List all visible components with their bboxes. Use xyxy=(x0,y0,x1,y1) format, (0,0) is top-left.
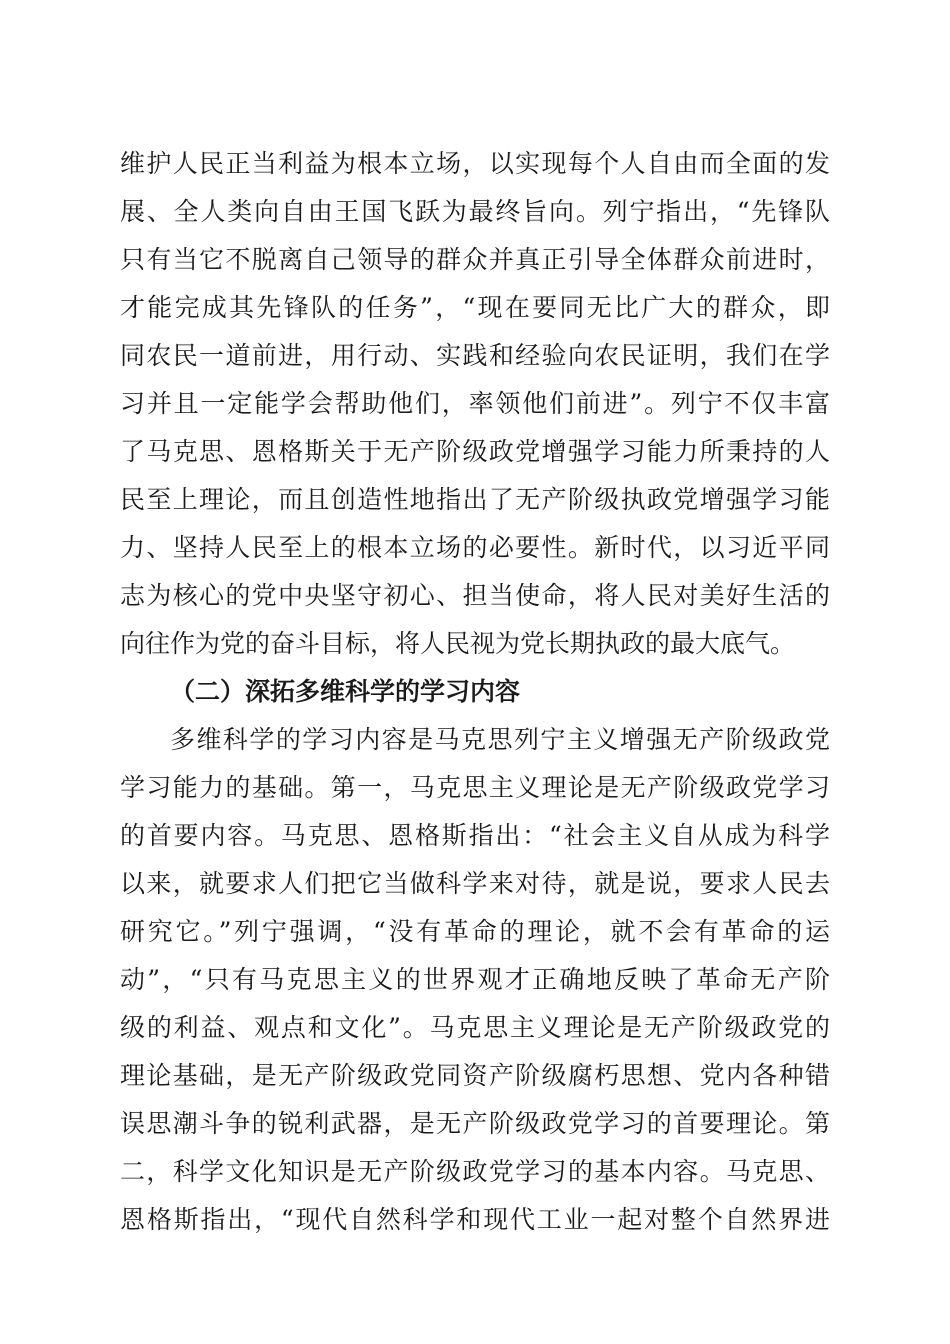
paragraph-line: 理论基础，是无产阶级政党同资产阶级腐朽思想、党内各种错 xyxy=(120,1061,830,1090)
paragraph-line: 多维科学的学习内容是马克思列宁主义增强无产阶级政党 xyxy=(170,725,830,754)
document-body xyxy=(120,140,830,1244)
paragraph-line: 展、全人类向自由王国飞跃为最终旨向。列宁指出，“先锋队 xyxy=(120,197,830,226)
paragraph-line: 向往作为党的奋斗目标，将人民视为党长期执政的最大底气。 xyxy=(120,629,796,658)
paragraph-line: 只有当它不脱离自己领导的群众并真正引导全体群众前进时， xyxy=(120,245,830,274)
paragraph-line: 了马克思、恩格斯关于无产阶级政党增强学习能力所秉持的人 xyxy=(120,437,830,466)
paragraph-line: 误思潮斗争的锐利武器，是无产阶级政党学习的首要理论。第 xyxy=(120,1109,830,1138)
paragraph-line: 维护人民正当利益为根本立场，以实现每个人自由而全面的发 xyxy=(120,149,830,178)
paragraph-line: 的首要内容。马克思、恩格斯指出：“社会主义自从成为科学 xyxy=(120,821,830,850)
paragraph-line: 才能完成其先锋队的任务”，“现在要同无比广大的群众，即 xyxy=(120,293,830,322)
section-heading: （二）深拓多维科学的学习内容 xyxy=(170,677,521,706)
paragraph-line: 恩格斯指出，“现代自然科学和现代工业一起对整个自然界进 xyxy=(120,1205,830,1234)
paragraph-line: 动”，“只有马克思主义的世界观才正确地反映了革命无产阶 xyxy=(120,965,830,994)
paragraph-line: 民至上理论，而且创造性地指出了无产阶级执政党增强学习能 xyxy=(120,485,830,514)
paragraph-line: 以来，就要求人们把它当做科学来对待，就是说，要求人民去 xyxy=(120,869,830,898)
paragraph-line: 级的利益、观点和文化”。马克思主义理论是无产阶级政党的 xyxy=(120,1013,830,1042)
paragraph-line: 力、坚持人民至上的根本立场的必要性。新时代，以习近平同 xyxy=(120,533,830,562)
paragraph-line: 学习能力的基础。第一，马克思主义理论是无产阶级政党学习 xyxy=(120,773,830,802)
paragraph-line: 二，科学文化知识是无产阶级政党学习的基本内容。马克思、 xyxy=(120,1157,830,1186)
paragraph-line: 研究它。”列宁强调，“没有革命的理论，就不会有革命的运 xyxy=(120,917,830,946)
paragraph-line: 同农民一道前进，用行动、实践和经验向农民证明，我们在学 xyxy=(120,341,830,370)
paragraph-line: 志为核心的党中央坚守初心、担当使命，将人民对美好生活的 xyxy=(120,581,830,610)
paragraph-line: 习并且一定能学会帮助他们，率领他们前进”。列宁不仅丰富 xyxy=(120,389,830,418)
